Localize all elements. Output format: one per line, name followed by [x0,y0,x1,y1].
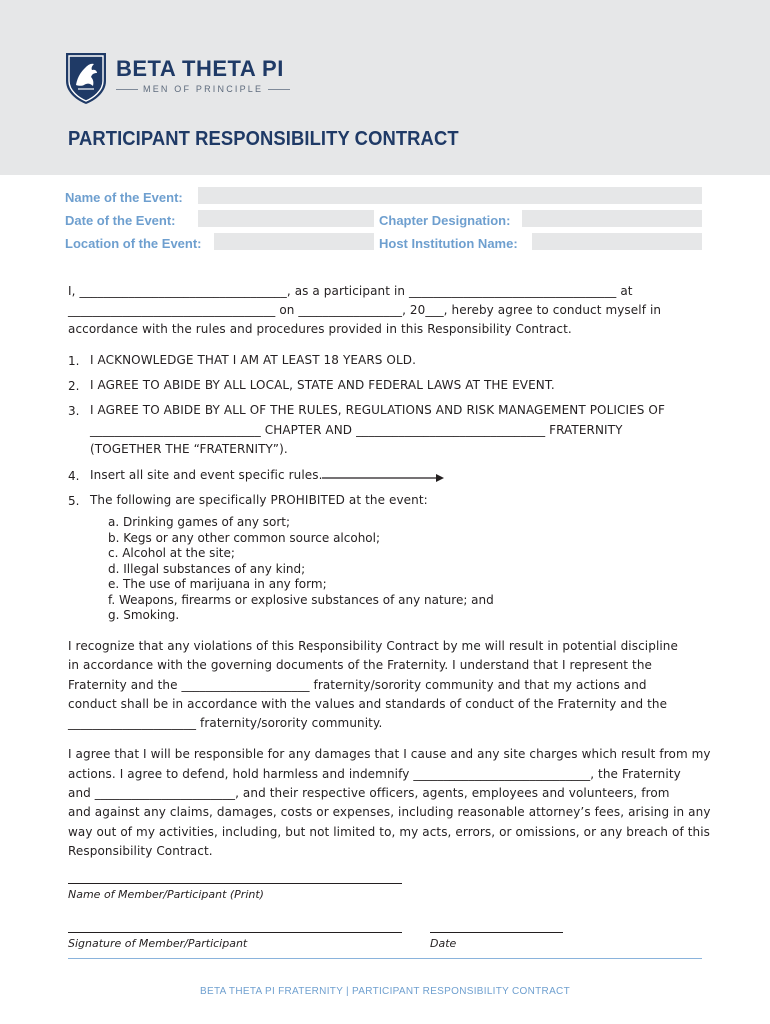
prohibited-item-d: d. Illegal substances of any kind; [108,562,306,576]
paragraph-2-line-3: and _______________________, and their respective officers, agents, employees and volunteers, from [68,786,670,800]
signature-label: Signature of Member/Participant [68,937,248,950]
item-3-text-line-2: ____________________________ CHAPTER AND _______________________________ FRATERNITY [90,423,623,437]
paragraph-2-line-4: and against any claims, damages, costs or expenses, including reasonable attorney’s fees, arising in any [68,805,711,819]
beta-theta-pi-logo [64,51,290,105]
paragraph-1-line-5: _____________________ fraternity/sorority community. [68,716,383,730]
intro-line-1: I, __________________________________, as a participant in __________________________________ at [68,284,633,298]
footer-divider [68,958,702,959]
paragraph-2-line-1: I agree that I will be responsible for any damages that I cause and any site charges which result from my [68,747,711,761]
item-2-text: I AGREE TO ABIDE BY ALL LOCAL, STATE AND FEDERAL LAWS AT THE EVENT. [90,378,555,392]
item-2-number: 2. [68,379,80,393]
item-1-text: I ACKNOWLEDGE THAT I AM AT LEAST 18 YEARS OLD. [90,353,417,367]
paragraph-2-line-2: actions. I agree to defend, hold harmless and indemnify _____________________________, the Fraternity [68,767,681,781]
host-institution-field[interactable] [532,233,702,250]
item-5-number: 5. [68,494,80,508]
paragraph-1-line-3: Fraternity and the _____________________ fraternity/sorority community and that my actions and [68,678,647,692]
prohibited-item-e: e. The use of marijuana in any form; [108,577,327,591]
item-5-text: The following are specifically PROHIBITED at the event: [90,493,428,507]
document-title: PARTICIPANT RESPONSIBILITY CONTRACT [68,128,459,150]
brand-name: BETA THETA PI [116,56,284,81]
event-location-field[interactable] [214,233,374,250]
prohibited-item-b: b. Kegs or any other common source alcohol; [108,531,381,545]
event-date-label: Date of the Event: [65,213,176,228]
item-3-text-line-3: (TOGETHER THE “FRATERNITY”). [90,442,288,456]
chapter-designation-label: Chapter Designation: [379,213,511,228]
shield-icon [64,51,108,105]
prohibited-item-a: a. Drinking games of any sort; [108,515,291,529]
arrow-icon [322,472,446,484]
date-line[interactable] [430,932,563,933]
prohibited-item-g: g. Smoking. [108,608,180,622]
prohibited-item-c: c. Alcohol at the site; [108,546,235,560]
paragraph-1-line-1: I recognize that any violations of this Responsibility Contract by me will result in potential discipline [68,639,678,653]
item-4-number: 4. [68,469,80,483]
date-label: Date [430,937,457,950]
chapter-designation-field[interactable] [522,210,702,227]
printed-name-label: Name of Member/Participant (Print) [68,888,264,901]
host-institution-label: Host Institution Name: [379,236,518,251]
item-1-number: 1. [68,354,80,368]
printed-name-line[interactable] [68,883,402,884]
item-4-text: Insert all site and event specific rules. [90,468,323,482]
page-footer: BETA THETA PI FRATERNITY | PARTICIPANT RESPONSIBILITY CONTRACT [200,986,570,997]
prohibited-item-f: f. Weapons, firearms or explosive substances of any nature; and [108,593,494,607]
item-3-text-line-1: I AGREE TO ABIDE BY ALL OF THE RULES, REGULATIONS AND RISK MANAGEMENT POLICIES OF [90,403,665,417]
paragraph-1-line-4: conduct shall be in accordance with the values and standards of conduct of the Fraternity and the [68,697,668,711]
paragraph-1-line-2: in accordance with the governing documents of the Fraternity. I understand that I represent the [68,658,653,672]
brand-tagline-row [116,84,290,94]
event-location-label: Location of the Event: [65,236,202,251]
event-name-field[interactable] [198,187,702,204]
item-3-number: 3. [68,404,80,418]
event-date-field[interactable] [198,210,374,227]
tagline-rule-right [268,89,290,90]
tagline-rule-left [116,89,138,90]
intro-line-3: accordance with the rules and procedures provided in this Responsibility Contract. [68,322,572,336]
intro-line-2: __________________________________ on _________________, 20___, hereby agree to conduct myself in [68,303,662,317]
paragraph-2-line-6: Responsibility Contract. [68,844,213,858]
paragraph-2-line-5: way out of my activities, including, but not limited to, my acts, errors, or omissions, or any breach of this [68,825,711,839]
event-name-label: Name of the Event: [65,190,183,205]
signature-line[interactable] [68,932,402,933]
brand-tagline: MEN OF PRINCIPLE [143,84,264,94]
